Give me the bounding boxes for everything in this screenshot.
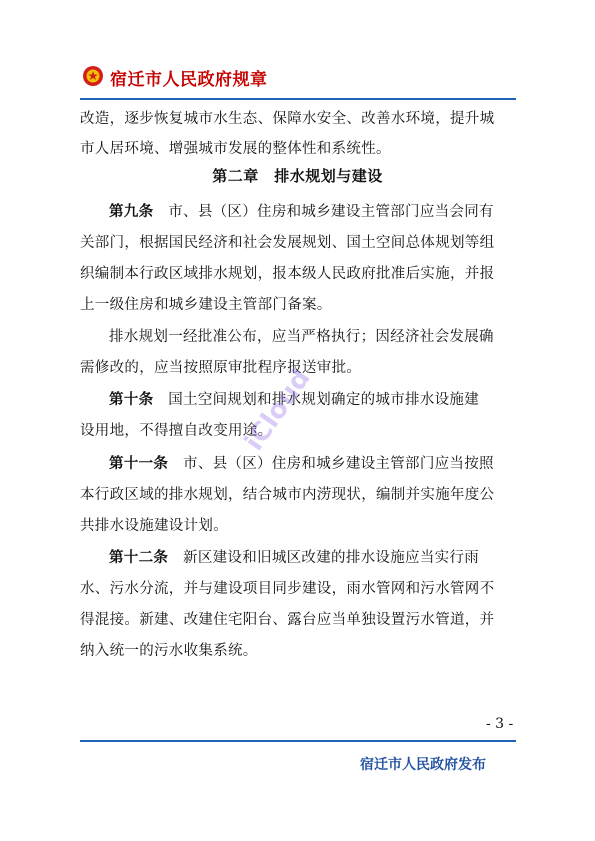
national-emblem-icon	[82, 65, 104, 87]
article-line: 织编制本行政区域排水规划，报本级人民政府批准后实施，并报	[80, 266, 495, 282]
header-title: 宿迁市人民政府规章	[110, 70, 268, 90]
article-line	[109, 452, 494, 473]
watermark: iCloud	[239, 363, 317, 457]
article-text: 市、县（区）住房和城乡建设主管部门应当按照	[183, 456, 494, 472]
article-line: 共排水设施建设计划。	[80, 518, 228, 534]
body-line: 改造，逐步恢复城市水生态、保障水安全、改善水环境，提升城	[80, 111, 495, 127]
footer-publisher: 宿迁市人民政府发布	[360, 757, 486, 773]
article-text: 市、县（区）住房和城乡建设主管部门应当会同有	[168, 204, 494, 220]
article-line: 上一级住房和城乡建设主管部门备案。	[80, 297, 332, 313]
article-line: 本行政区域的排水规划，结合城市内涝现状，编制并实施年度公	[80, 487, 495, 503]
document-header	[80, 62, 516, 100]
article-line	[109, 546, 479, 567]
article-line	[109, 200, 494, 221]
article-label: 第十二条	[109, 550, 169, 566]
article-text: 新区建设和旧城区改建的排水设施应当实行雨	[183, 550, 480, 566]
article-line: 设用地，不得擅自改变用途。	[80, 423, 273, 439]
article-label: 第十一条	[109, 456, 169, 472]
article-label: 第九条	[109, 204, 154, 220]
article-line: 需修改的，应当按照原审批程序报送审批。	[80, 360, 362, 376]
chapter-heading: 第二章 排水规划与建设	[212, 167, 383, 185]
article-line: 水、污水分流，并与建设项目同步建设，雨水管网和污水管网不	[80, 581, 495, 597]
article-line: 关部门，根据国民经济和社会发展规划、国土空间总体规划等组	[80, 235, 495, 251]
article-line: 排水规划一经批准公布，应当严格执行；因经济社会发展确	[109, 329, 494, 345]
body-line: 市人居环境、增强城市发展的整体性和系统性。	[80, 141, 391, 157]
article-text: 国土空间规划和排水规划确定的城市排水设施建	[168, 392, 480, 408]
article-label: 第十条	[109, 392, 154, 408]
footer-divider	[80, 740, 516, 742]
article-line: 纳入统一的污水收集系统。	[80, 643, 258, 659]
article-line: 得混接。新建、改建住宅阳台、露台应当单独设置污水管道，并	[80, 612, 495, 628]
page-number: - 3 -	[486, 716, 514, 732]
